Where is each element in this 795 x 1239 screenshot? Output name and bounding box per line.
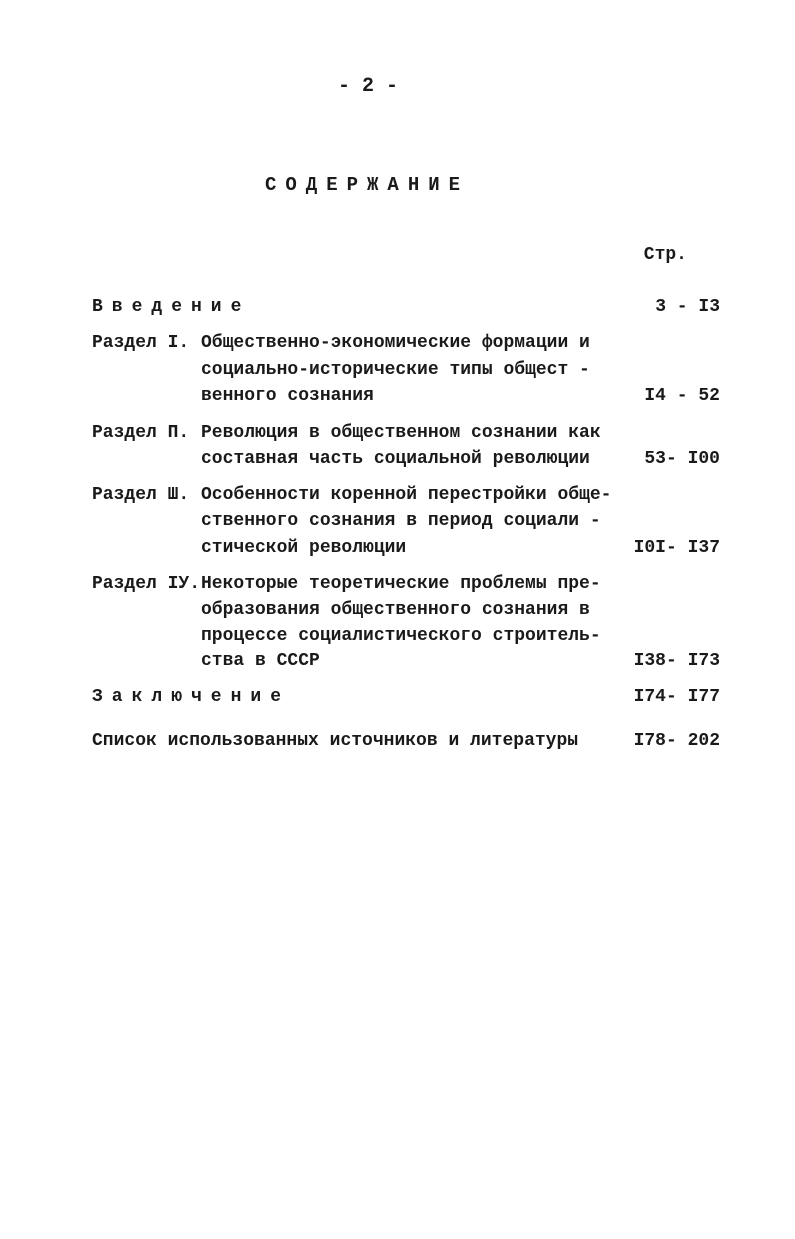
toc-section-title-line: Общественно-экономические формации и bbox=[201, 333, 590, 353]
toc-pages: 53- I00 bbox=[644, 449, 720, 469]
toc-section-label: Раздел П. bbox=[92, 423, 190, 443]
page-column-header: Стр. bbox=[643, 245, 687, 265]
toc-pages: I0I- I37 bbox=[633, 538, 720, 558]
toc-section-label: Раздел IУ. bbox=[92, 574, 201, 594]
toc-pages: 3 - I3 bbox=[655, 297, 720, 317]
toc-pages: I74- I77 bbox=[633, 687, 720, 707]
toc-section-label: Раздел I. bbox=[92, 333, 190, 353]
toc-section-title-line: образования общественного сознания в bbox=[201, 600, 590, 620]
toc-pages: I78- 202 bbox=[633, 731, 720, 751]
toc-section-title-line: венного сознания bbox=[201, 386, 374, 406]
page-title: СОДЕРЖАНИЕ bbox=[265, 174, 470, 196]
toc-section-title-line: ства в СССР bbox=[201, 651, 320, 671]
toc-section-title-line: стической революции bbox=[201, 538, 407, 558]
toc-section-title-line: ственного сознания в период социали - bbox=[201, 511, 601, 531]
toc-section-title-line: процессе социалистического строитель- bbox=[201, 626, 601, 646]
toc-entry-conclusion: Заключение bbox=[92, 687, 291, 707]
toc-pages: I38- I73 bbox=[633, 651, 720, 671]
toc-section-title-line: Революция в общественном сознании как bbox=[201, 423, 601, 443]
toc-section-title-line: социально-исторические типы общест - bbox=[201, 360, 590, 380]
toc-pages: I4 - 52 bbox=[644, 386, 720, 406]
toc-entry-bibliography: Список использованных источников и литературы bbox=[92, 731, 579, 751]
toc-section-title-line: Особенности коренной перестройки обще- bbox=[201, 485, 612, 505]
toc-entry-introduction: Введение bbox=[92, 297, 251, 317]
toc-section-label: Раздел Ш. bbox=[92, 485, 190, 505]
toc-section-title-line: Некоторые теоретические проблемы пре- bbox=[201, 574, 601, 594]
toc-section-title-line: составная часть социальной революции bbox=[201, 449, 590, 469]
page-number: - 2 - bbox=[338, 75, 399, 98]
